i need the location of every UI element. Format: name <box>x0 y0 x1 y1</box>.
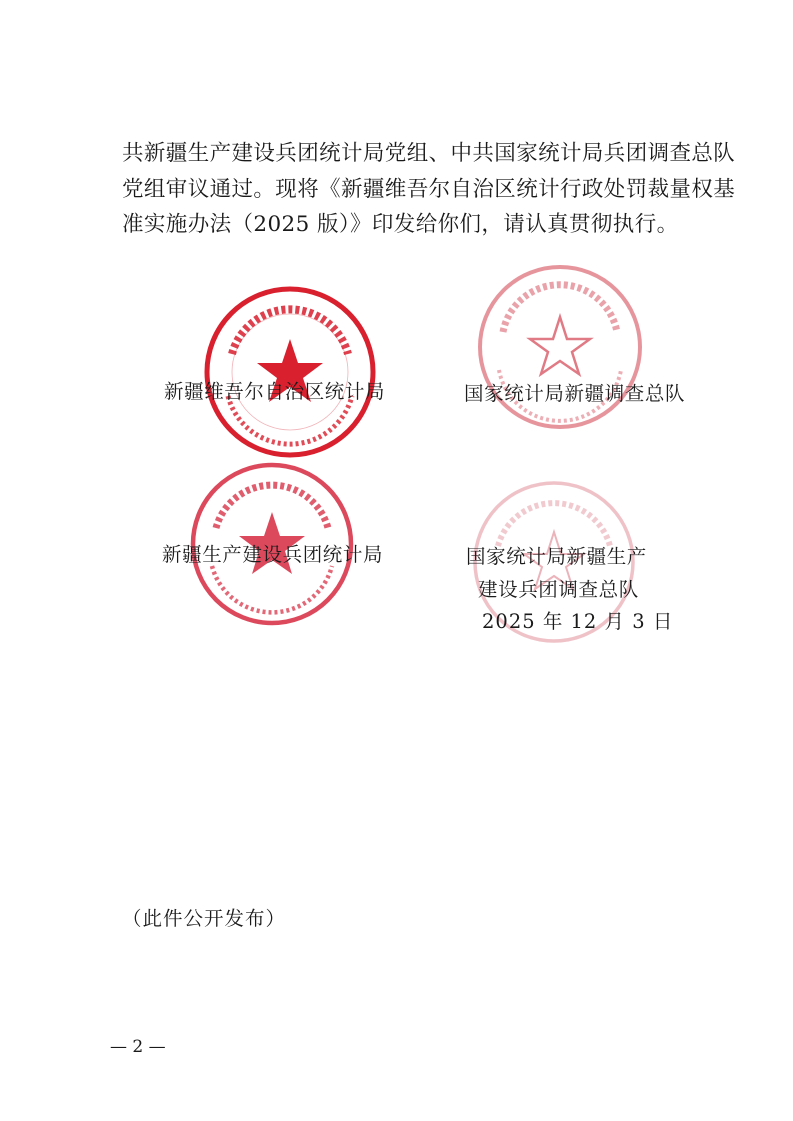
body-line: 共新疆生产建设兵团统计局党组、中共国家统计局兵团调查总队 <box>122 141 736 166</box>
signatory-org-3: 新疆生产建设兵团统计局 <box>162 543 384 566</box>
issue-date: 2025 年 12 月 3 日 <box>482 610 674 633</box>
signatory-org-1: 新疆维吾尔自治区统计局 <box>164 380 386 403</box>
body-line: 准实施办法（2025 版）》印发给你们，请认真贯彻执行。 <box>122 212 679 237</box>
official-seal-nbs-xinjiang-survey-team <box>475 262 645 432</box>
body-paragraph <box>122 136 736 243</box>
body-line: 党组审议通过。现将《新疆维吾尔自治区统计行政处罚裁量权基 <box>122 176 736 202</box>
signatory-org-2: 国家统计局新疆调查总队 <box>464 382 686 405</box>
official-seal-xinjiang-statistics-bureau <box>202 284 378 460</box>
star-icon <box>530 317 590 374</box>
publication-note: （此件公开发布） <box>122 907 287 930</box>
page-number: — 2 — <box>110 1037 166 1057</box>
signatory-org-4-line2: 建设兵团调查总队 <box>478 578 639 601</box>
signatory-org-4-line1: 国家统计局新疆生产 <box>466 545 647 568</box>
